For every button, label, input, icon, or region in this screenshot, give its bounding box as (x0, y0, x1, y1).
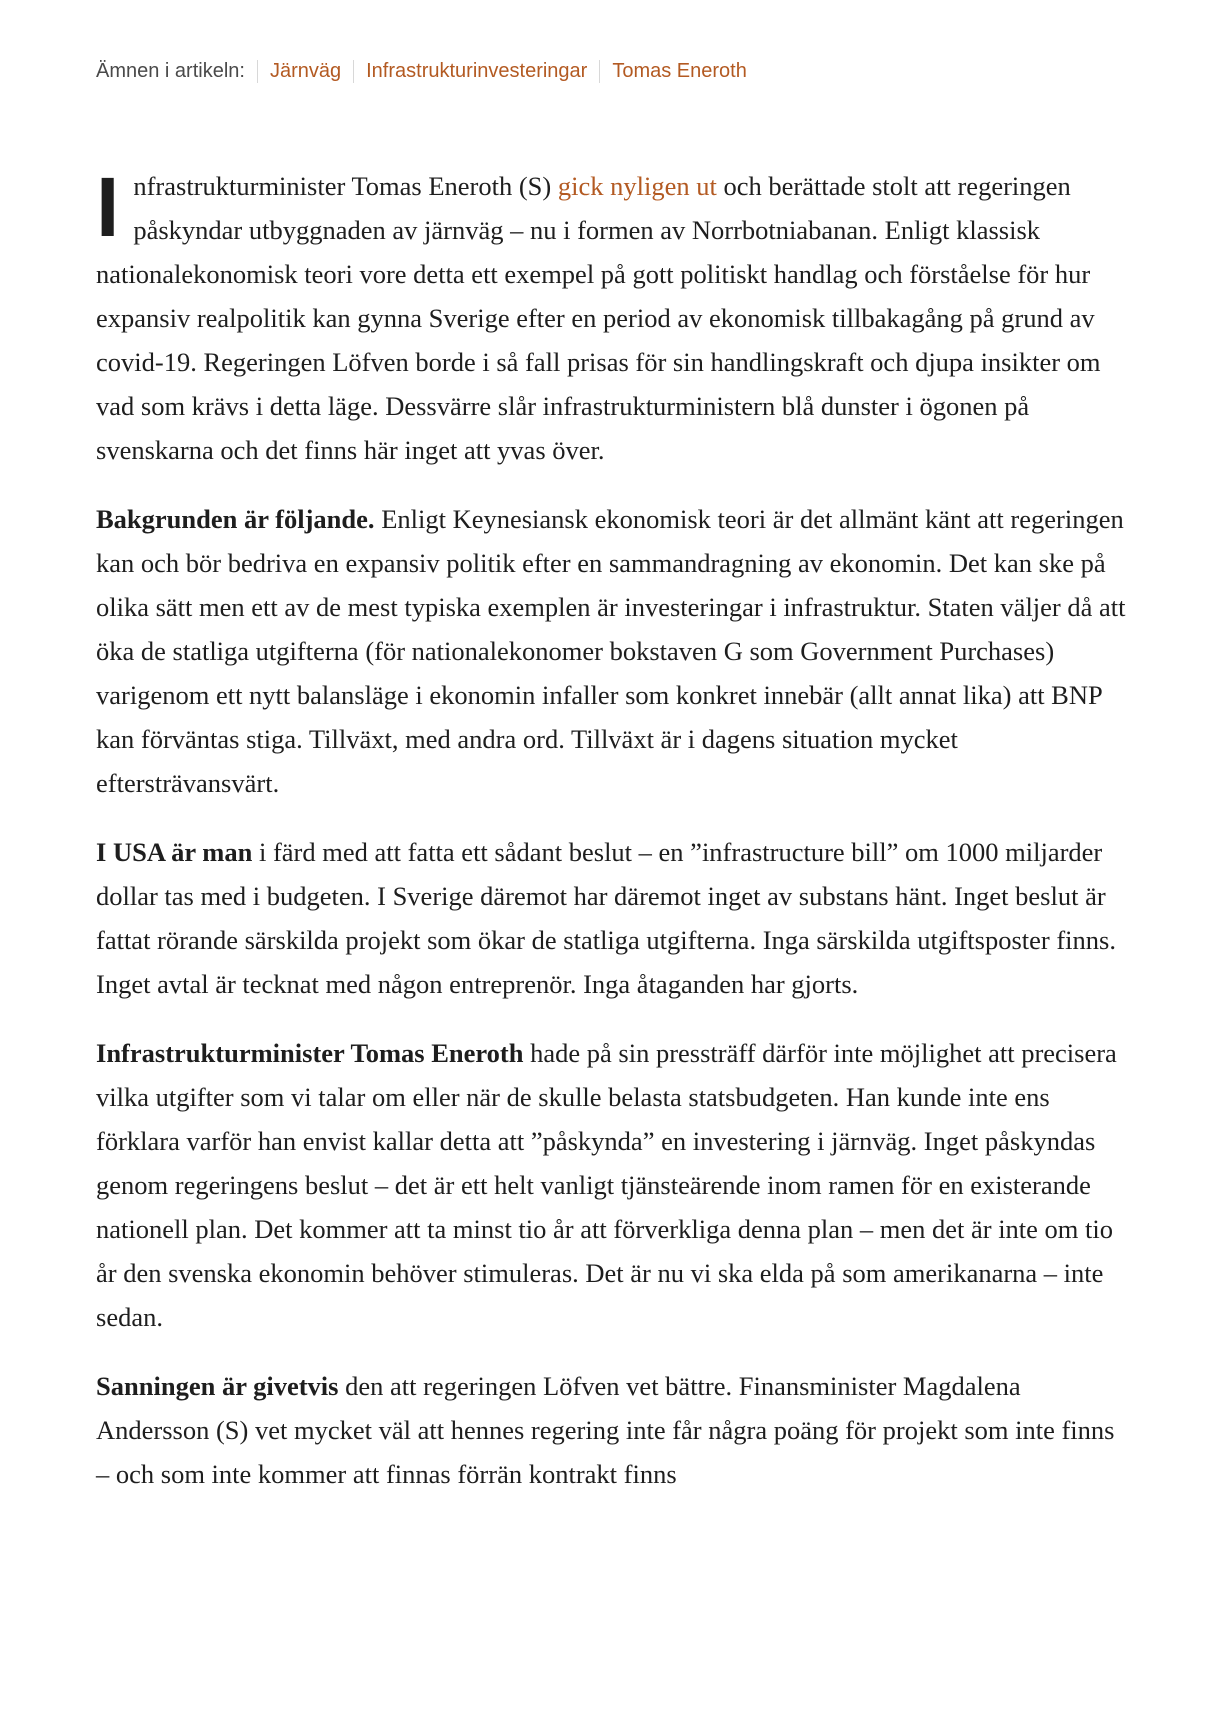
paragraph-intro (96, 160, 1126, 472)
drop-cap: I (96, 160, 120, 254)
paragraph-sanningen (96, 1364, 1126, 1496)
paragraph-text: nfrastrukturminister Tomas Eneroth (S) (133, 171, 558, 201)
paragraph-lead: Bakgrunden är följande. (96, 504, 375, 534)
topic-link-tomas-eneroth[interactable]: Tomas Eneroth (599, 60, 759, 83)
paragraph-usa (96, 830, 1126, 1006)
paragraph-lead: Infrastrukturminister Tomas Eneroth (96, 1038, 524, 1068)
paragraph-lead: I USA är man (96, 837, 253, 867)
paragraph-text: hade på sin pressträff därför inte möjlighet att precisera vilka utgifter som vi talar om eller när de skulle belasta statsbudgeten. Han kunde inte ens förklara varför han envist kallar detta att ”påskynda” en investering i järnväg. Inget påskyndas genom regeringens beslut – det är ett helt vanligt tjänsteärende inom ramen för en existerande nationell plan. Det kommer att ta minst tio år att förverkliga denna plan – men det är inte om tio år den svenska ekonomin behöver stimuleras. Det är nu vi ska elda på som amerikanarna – inte sedan. (96, 1038, 1117, 1332)
article-topics (96, 60, 759, 83)
paragraph-text: i färd med att fatta ett sådant beslut – en ”infrastructure bill” om 1000 miljarder dollar tas med i budgeten. I Sverige däremot har däremot inget av substans hänt. Inget beslut är fattat rörande särskilda projekt som ökar de statliga utgifterna. Inga särskilda utgiftsposter finns. Inget avtal är tecknat med någon entreprenör. Inga åtaganden har gjorts. (96, 837, 1116, 999)
paragraph-text: och berättade stolt att regeringen påskyndar utbyggnaden av järnväg – nu i formen av Norrbotniabanan. Enligt klassisk nationalekonomisk teori vore detta ett exempel på gott politiskt handlag och förståelse för hur expansiv realpolitik kan gynna Sverige efter en period av ekonomisk tillbakagång på grund av covid-19. Regeringen Löfven borde i så fall prisas för sin handlingskraft och djupa insikter om vad som krävs i detta läge. Dessvärre slår infrastrukturministern blå dunster i ögonen på svenskarna och det finns här inget att yvas över. (96, 171, 1101, 465)
paragraph-bakgrunden (96, 497, 1126, 805)
inline-link-gick-nyligen-ut[interactable]: gick nyligen ut (557, 171, 717, 201)
paragraph-eneroth (96, 1031, 1126, 1339)
article-body (96, 160, 1126, 1521)
topic-link-infrastrukturinvesteringar[interactable]: Infrastrukturinvesteringar (353, 60, 599, 83)
topic-link-jarnvag[interactable]: Järnväg (257, 60, 353, 83)
paragraph-text: den att regeringen Löfven vet bättre. Finansminister Magdalena Andersson (S) vet mycket väl att hennes regering inte får några poäng för projekt som inte finns – och som inte kommer att finnas förrän kontrakt finns (96, 1371, 1115, 1489)
paragraph-lead: Sanningen är givetvis (96, 1371, 339, 1401)
topics-label: Ämnen i artikeln: (96, 60, 245, 82)
paragraph-text: Enligt Keynesiansk ekonomisk teori är det allmänt känt att regeringen kan och bör bedriva en expansiv politik efter en sammandragning av ekonomin. Det kan ske på olika sätt men ett av de mest typiska exemplen är investeringar i infrastruktur. Staten väljer då att öka de statliga utgifterna (för nationalekonomer bokstaven G som Government Purchases) varigenom ett nytt balansläge i ekonomin infaller som konkret innebär (allt annat lika) att BNP kan förväntas stiga. Tillväxt, med andra ord. Tillväxt är i dagens situation mycket eftersträvansvärt. (96, 504, 1126, 798)
